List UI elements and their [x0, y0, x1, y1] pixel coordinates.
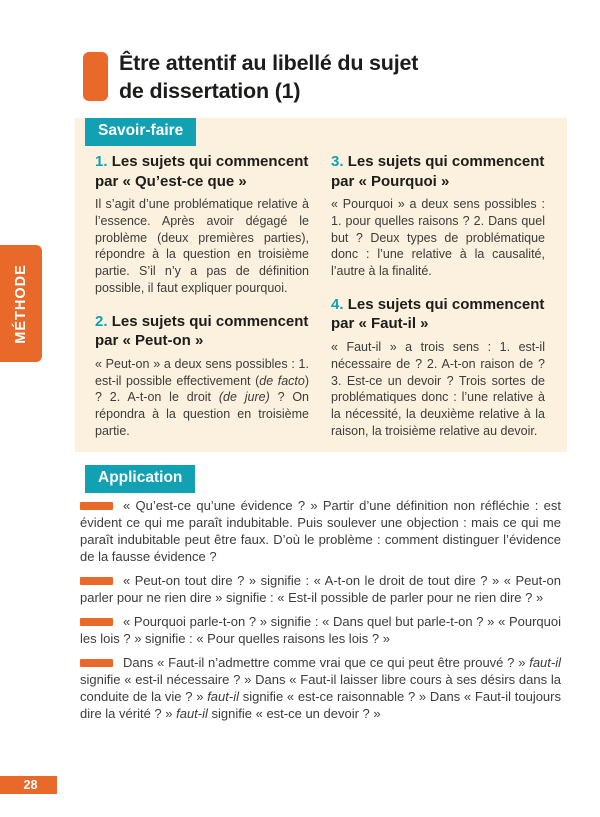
method-item-3-heading-text: Les sujets qui commencent par « Pourquoi »: [331, 153, 545, 190]
application-paragraph-3: [80, 613, 561, 647]
method-item-4-number: 4.: [331, 295, 344, 313]
savoir-faire-columns: [95, 152, 545, 440]
application-paragraph-2: [80, 572, 561, 606]
application-paragraph-4-text: Dans « Faut-il n’admettre comme vrai que ce qui peut être prouvé ? » faut-il signifie « est-il nécessaire ? » Dans « Faut-il laisser libre cours à ses désirs dans la conduite de la vie ? » faut-il signifie « est-ce raisonnable ? » Dans « Faut-il toujours dire la vérité ? » faut-il signifie « est-ce un devoir ? »: [80, 655, 561, 721]
paragraph-marker-icon: [80, 618, 113, 626]
method-item-4-heading: [331, 295, 545, 334]
method-item-3-body: « Pourquoi » a deux sens possibles : 1. pour quelles raisons ? 2. Dans quel but ? Deux types de problématique donc : l’une relative à la causalité, l’autre à la finalité.: [331, 197, 545, 279]
title-accent-bar: [83, 52, 108, 101]
method-item-1-heading-text: Les sujets qui commencent par « Qu’est-ce que »: [95, 153, 309, 190]
method-tab: [0, 245, 42, 362]
method-item-1-heading: [95, 152, 309, 191]
application-paragraph-4: [80, 654, 561, 722]
paragraph-marker-icon: [80, 659, 113, 667]
method-item-4-heading-text: Les sujets qui commencent par « Faut-il »: [331, 295, 545, 333]
method-item-2-heading: [95, 312, 309, 351]
method-item-2-heading-text: Les sujets qui commencent par « Peut-on »: [95, 312, 309, 350]
method-item-4-body: « Faut-il » a trois sens : 1. est-il nécessaire de ? 2. A-t-on raison de ? 3. Est-ce un devoir ? Trois sortes de problématiques donc : l’une relative à la nécessité, la deuxième relative à la raison, la troisième relative au devoir.: [331, 339, 545, 438]
method-item-1-number: 1.: [95, 153, 108, 170]
method-item-4: [331, 295, 545, 440]
application-paragraph-1-text: « Qu’est-ce qu’une évidence ? » Partir d’une définition non réfléchie : est évident ce qui me paraît indubitable. Puis soulever une objection : mais ce qui me paraît indubitable peut être faux. D’où le problème : comment distinguer l’évidence de la fausse évidence ?: [80, 498, 561, 564]
page-title: [83, 49, 563, 105]
application-paragraph-1: [80, 497, 561, 565]
method-item-3-number: 3.: [331, 153, 344, 170]
savoir-faire-column-right: [331, 152, 545, 440]
method-item-2-body: « Peut-on » a deux sens possibles : 1. est-il possible effectivement (de facto) ? 2. A-t-on le droit (de jure) ? On répondra à la question en troisième partie.: [95, 356, 310, 438]
method-item-2: [95, 312, 309, 440]
savoir-faire-badge: Savoir-faire: [85, 118, 196, 146]
page-title-text: [119, 49, 418, 105]
page-number-bar: [0, 776, 57, 794]
method-item-2-number: 2.: [95, 312, 108, 330]
method-item-3: [331, 152, 545, 280]
savoir-faire-column-left: [95, 152, 309, 440]
application-section: [80, 497, 561, 729]
page-number: 28: [23, 778, 38, 792]
savoir-faire-panel: [75, 118, 567, 452]
page-title-line2: de dissertation (1): [119, 79, 301, 103]
method-item-1-body: Il s’agit d’une problématique relative à l’essence. Après avoir dégagé le problème (deux premières parties), répondre à la question en troisième partie. S’il n’y a pas de définition possible, il faut expliquer pourquoi.: [95, 197, 309, 295]
application-badge: Application: [85, 465, 195, 493]
page-title-line1: Être attentif au libellé du sujet: [119, 51, 419, 75]
paragraph-marker-icon: [80, 577, 113, 585]
paragraph-marker-icon: [80, 502, 113, 510]
method-tab-label: MÉTHODE: [13, 263, 29, 344]
application-paragraph-2-text: « Peut-on tout dire ? » signifie : « A-t-on le droit de tout dire ? » « Peut-on parler pour ne rien dire » signifie : « Est-il possible de parler pour ne rien dire ? »: [80, 573, 561, 605]
method-item-3-heading: [331, 152, 545, 191]
method-item-1: [95, 152, 309, 297]
application-paragraph-3-text: « Pourquoi parle-t-on ? » signifie : « Dans quel but parle-t-on ? » « Pourquoi les lois ? » signifie : « Pour quelles raisons les lois ? »: [80, 614, 561, 646]
